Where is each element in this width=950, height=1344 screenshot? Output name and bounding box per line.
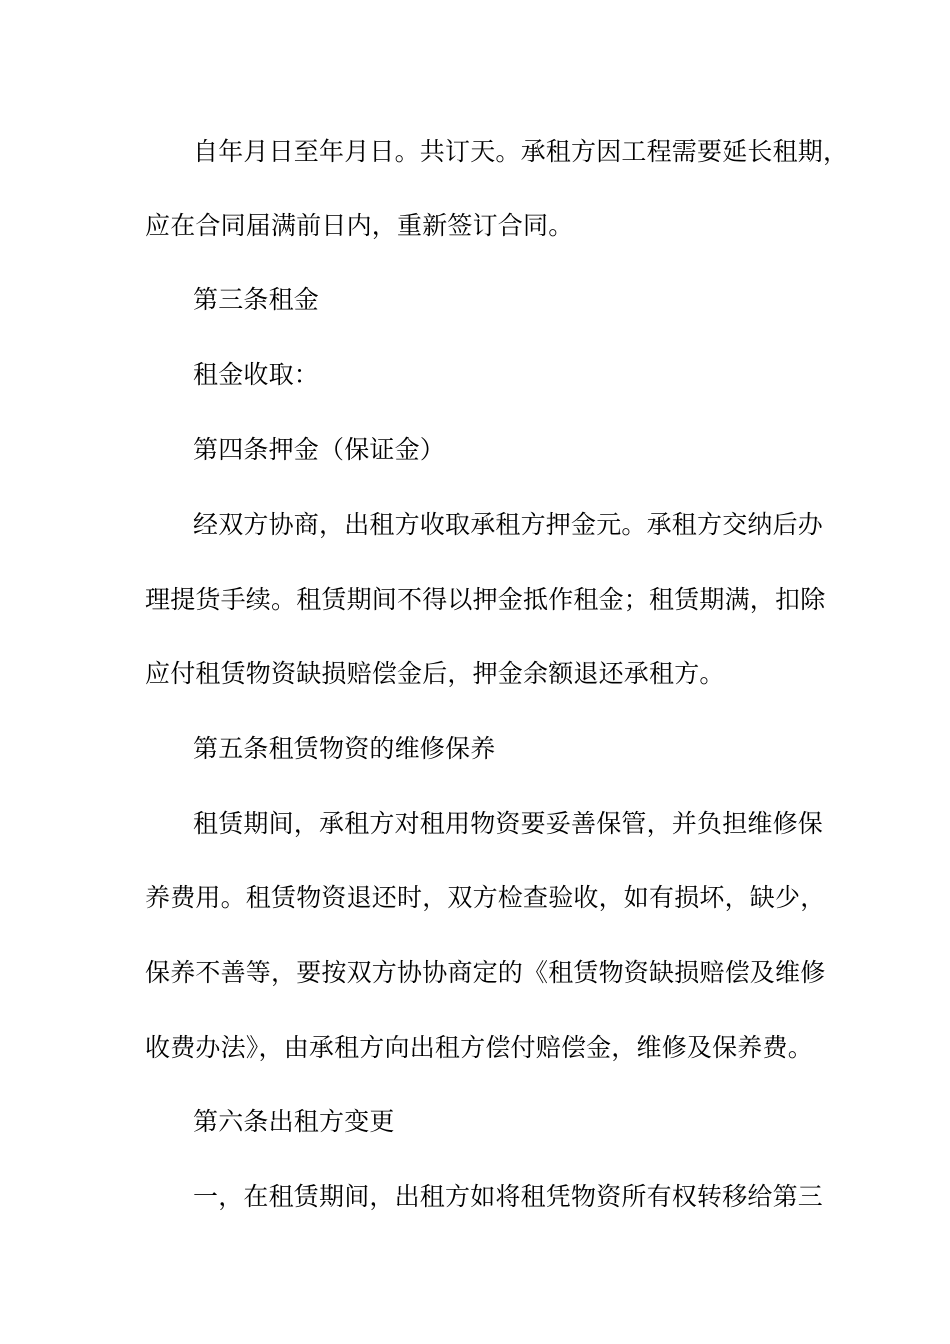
body-text-line: 自年月日至年月日。共订天。承租方因工程需要延长租期， [193,137,849,166]
body-text-line: 一，在租赁期间，出租方如将租凭物资所有权转移给第三 [193,1182,824,1211]
body-text-line: 经双方协商，出租方收取承租方押金元。承租方交纳后办 [193,510,824,539]
body-text-line: 收费办法》，由承租方向出租方偿付赔偿金，维修及保养费。 [145,1033,813,1062]
body-text-line: 应付租赁物资缺损赔偿金后，押金余额退还承租方。 [145,659,725,688]
section-heading-article-5: 第五条租赁物资的维修保养 [193,734,496,763]
body-text-line: 保养不善等，要按双方协协商定的《租赁物资缺损赔偿及维修 [145,958,826,987]
body-text-line: 租赁期间，承租方对租用物资要妥善保管，并负担维修保 [193,809,824,838]
body-text-line: 租金收取： [193,360,320,389]
section-heading-article-3: 第三条租金 [193,285,320,314]
body-text-line: 理提货手续。租赁期间不得以押金抵作租金；租赁期满，扣除 [145,585,826,614]
section-heading-article-6: 第六条出租方变更 [193,1107,395,1136]
body-text-line: 养费用。租赁物资退还时，双方检查验收，如有损坏，缺少， [145,883,826,912]
section-heading-article-4: 第四条押金（保证金） [193,435,446,464]
body-text-line: 应在合同届满前日内，重新签订合同。 [145,211,574,240]
